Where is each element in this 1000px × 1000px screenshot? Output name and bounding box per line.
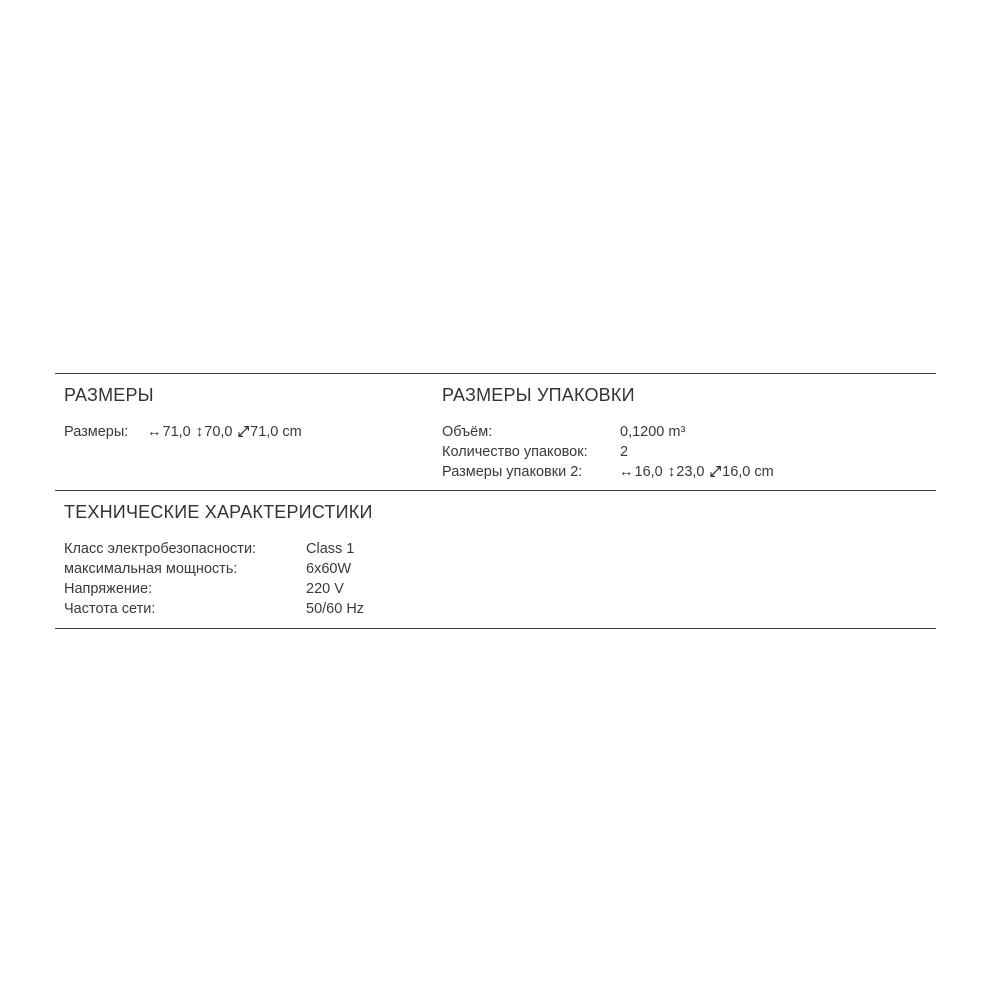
arrow-diagonal-icon: ⤢ bbox=[237, 424, 250, 440]
packaging-height: 23,0 bbox=[676, 464, 705, 480]
packaging-count-label: Количество упаковок: bbox=[442, 444, 588, 460]
dimensions-depth: 71,0 bbox=[250, 424, 279, 440]
technical-row-label: Класс электробезопасности: bbox=[64, 541, 257, 557]
dimensions-height: 70,0 bbox=[204, 424, 233, 440]
dimensions-value bbox=[146, 422, 302, 442]
arrow-horizontal-icon: ↔ bbox=[619, 464, 634, 480]
packaging-count-value: 2 bbox=[620, 444, 629, 460]
dimensions-heading: РАЗМЕРЫ bbox=[64, 385, 154, 405]
packaging-count-row bbox=[442, 442, 922, 462]
technical-row-value: Class 1 bbox=[306, 541, 355, 557]
divider-middle bbox=[55, 490, 936, 491]
dimensions-label: Размеры: bbox=[64, 424, 129, 440]
dimensions-unit: cm bbox=[282, 424, 302, 440]
packaging-unit: cm bbox=[754, 464, 774, 480]
packaging-size-label: Размеры упаковки 2: bbox=[442, 464, 583, 480]
packaging-heading: РАЗМЕРЫ УПАКОВКИ bbox=[442, 385, 635, 405]
dimensions-row bbox=[64, 422, 424, 442]
technical-row bbox=[64, 599, 464, 619]
arrow-horizontal-icon: ↔ bbox=[147, 424, 162, 440]
packaging-volume-row bbox=[442, 422, 922, 442]
technical-row bbox=[64, 579, 464, 599]
arrow-diagonal-icon: ⤢ bbox=[709, 464, 722, 480]
packaging-width: 16,0 bbox=[634, 464, 663, 480]
technical-row-label: Частота сети: bbox=[64, 601, 156, 617]
technical-row bbox=[64, 559, 464, 579]
packaging-size-row bbox=[442, 462, 922, 482]
packaging-volume-label: Объём: bbox=[442, 424, 493, 440]
packaging-size-value bbox=[618, 462, 774, 482]
packaging-depth: 16,0 bbox=[722, 464, 751, 480]
arrow-vertical-icon: ↕ bbox=[195, 423, 204, 440]
arrow-vertical-icon: ↕ bbox=[667, 463, 676, 480]
divider-bottom bbox=[55, 628, 936, 629]
divider-top bbox=[55, 373, 936, 374]
technical-row-value: 6x60W bbox=[306, 561, 352, 577]
technical-row-label: максимальная мощность: bbox=[64, 561, 238, 577]
technical-row-label: Напряжение: bbox=[64, 581, 153, 597]
technical-row bbox=[64, 539, 464, 559]
technical-heading: ТЕХНИЧЕСКИЕ ХАРАКТЕРИСТИКИ bbox=[64, 502, 373, 522]
packaging-volume-value: 0,1200 m³ bbox=[620, 424, 686, 440]
technical-row-value: 220 V bbox=[306, 581, 344, 597]
technical-row-value: 50/60 Hz bbox=[306, 601, 365, 617]
dimensions-width: 71,0 bbox=[162, 424, 191, 440]
